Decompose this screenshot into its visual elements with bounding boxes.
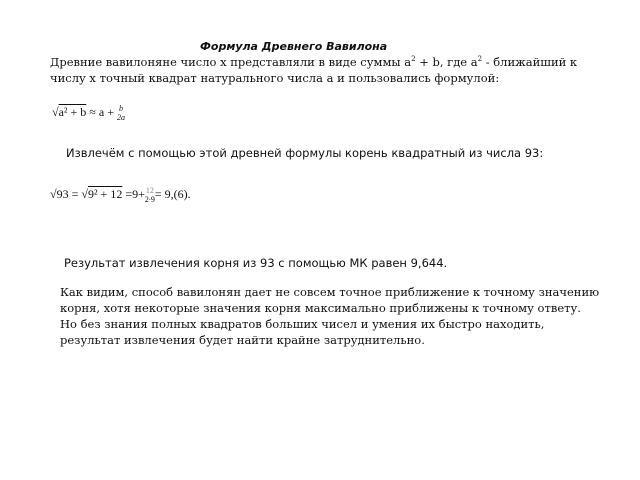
formula-93-radicand: 9² + 12 [87, 186, 123, 201]
intro-superscript-1: 2 [411, 55, 416, 64]
intro-text-2: + b, где a [415, 55, 478, 69]
intro-text-3: - ближайший к числу х точный квадрат натурального числа a и пользовались формулой: [50, 55, 578, 85]
page-title: Формула Древнего Вавилона [200, 40, 388, 53]
sqrt-sign: √ [52, 104, 59, 119]
formula-93-tail: = 9,(6). [154, 186, 191, 201]
fraction-numerator: b [118, 104, 123, 113]
intro-text-1: Древние вавилоняне число х представляли в виде суммы a [50, 55, 412, 69]
formula-93 [50, 186, 191, 204]
intro-paragraph [50, 54, 610, 86]
general-radicand: a² + b [58, 104, 87, 119]
result-sentence: Результат извлечения корня из 93 с помощью МК равен 9,644. [64, 256, 448, 270]
approx-part: ≈ a + [89, 104, 114, 119]
general-fraction [117, 104, 125, 122]
formula-93-eq: =9+ [125, 186, 145, 201]
fraction-denominator: 2a [116, 113, 125, 122]
formula-93-sqrt-sign: √ [81, 186, 88, 201]
formula-93-denominator: 2∙9 [144, 195, 155, 204]
intro-superscript-2: 2 [477, 55, 483, 64]
formula-93-numerator: 12 [145, 186, 154, 195]
formula-93-lhs: √93 = [50, 186, 79, 201]
conclusion-paragraph: Как видим, способ вавилонян дает не совсем точное приближение к точному значению корня, хотя некоторые значения корня максимально приближены к точному ответу. Но без знания полных квадратов больших чисел и умения их быстро находить, результат извлечения будет найти крайне затруднительно. [60, 285, 600, 347]
general-formula [52, 104, 125, 122]
formula-93-fraction [145, 186, 155, 204]
extract-sentence: Извлечём с помощью этой древней формулы корень квадратный из числа 93: [66, 146, 544, 160]
